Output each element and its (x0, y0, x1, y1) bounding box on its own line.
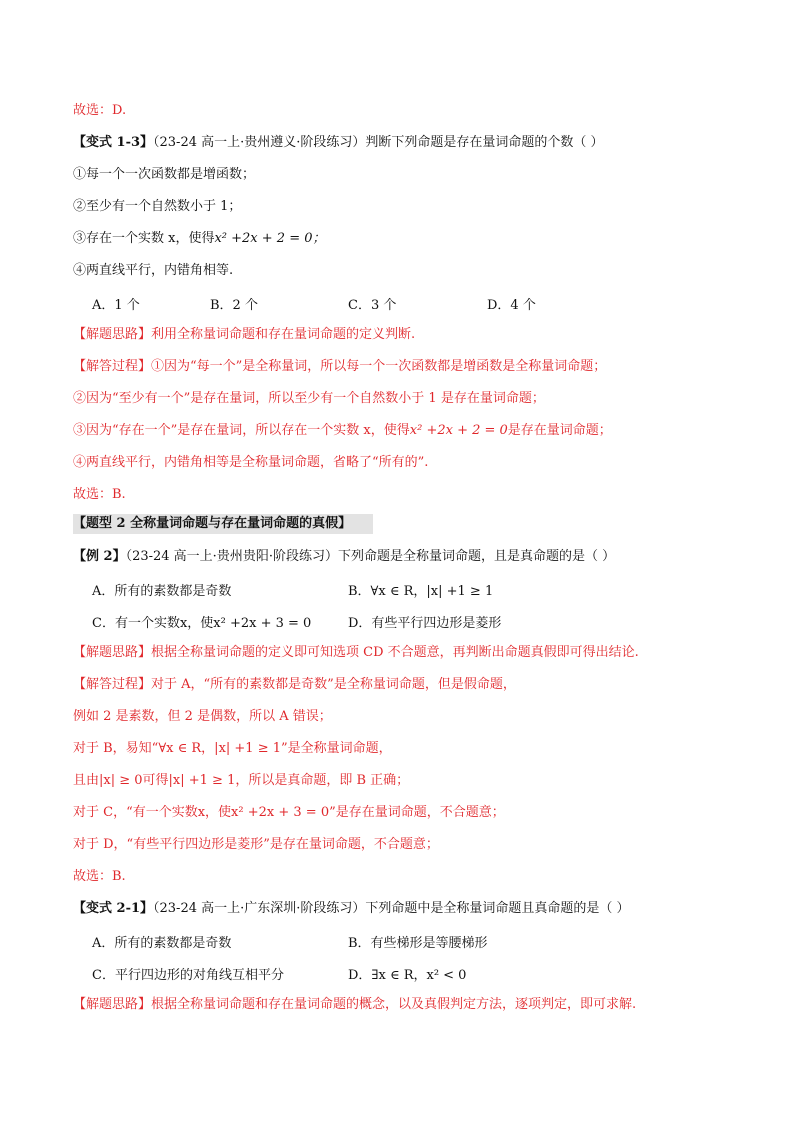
variant-1-3-item-4: ④两直线平行，内错角相等. (73, 263, 234, 278)
variant-1-3-process-3 (73, 422, 754, 440)
example-2-thinking (73, 644, 754, 662)
variant-1-3-option-b: B．2 个 (210, 298, 258, 313)
variant-1-3-process-label: 【解答过程】 (73, 359, 152, 374)
example-2-option-b: B．∀x ∈ R，|x| +1 ≥ 1 (348, 584, 494, 599)
variant-1-3-process-2: ②因为“至少有一个”是存在量词，所以至少有一个自然数小于 1 是存在量词命题； (73, 391, 545, 406)
example-2-process-6: 对于 D，“有些平行四边形是菱形”是存在量词命题，不合题意； (73, 837, 439, 852)
variant-1-3-thinking-text: 利用全称量词命题和存在量词命题的定义判断. (151, 327, 416, 342)
variant-2-1-thinking-text: 根据全称量词命题和存在量词命题的概念，以及真假判定方法，逐项判定，即可求解. (151, 997, 637, 1012)
variant-1-3-item-3 (73, 230, 754, 248)
variant-2-1-thinking (73, 996, 754, 1014)
variant-1-3-process-1 (73, 358, 754, 376)
example-2-process-1-text: 对于 A，“所有的素数都是奇数”是全称量词命题，但是假命题， (151, 677, 516, 692)
variant-1-3-source: （23-24 高一上·贵州遵义·阶段练习） (153, 135, 366, 150)
variant-2-1-option-d: D．∃x ∈ R，x² < 0 (348, 968, 467, 983)
variant-2-1-question (73, 900, 754, 918)
example-2-answer: 故选：B. (73, 869, 126, 884)
variant-1-3-answer: 故选：B. (73, 487, 126, 502)
example-2-process-3: 对于 B，易知“∀x ∈ R，|x| +1 ≥ 1”是全称量词命题， (73, 741, 392, 756)
variant-1-3-item-1: ①每一个一次函数都是增函数； (73, 167, 256, 182)
variant-2-1-option-c: C．平行四边形的对角线互相平分 (92, 968, 284, 983)
variant-1-3-thinking (73, 326, 754, 344)
answer-previous: 故选：D. (73, 103, 127, 118)
type-2-heading: 【题型 2 全称量词命题与存在量词命题的真假】 (73, 516, 352, 531)
variant-2-1-option-b: B．有些梯形是等腰梯形 (348, 936, 488, 951)
example-2-process-label: 【解答过程】 (73, 677, 152, 692)
example-2-process-1 (73, 676, 754, 694)
example-2-process-2: 例如 2 是素数，但 2 是偶数，所以 A 错误； (73, 709, 332, 724)
example-2-option-c: C．有一个实数x，使x² +2x + 3 = 0 (92, 616, 312, 631)
variant-1-3-text: 判断下列命题是存在量词命题的个数（ ） (365, 135, 604, 150)
variant-1-3-process-3-math: x² +2x + 2 = 0 (409, 423, 508, 438)
variant-1-3-question (73, 134, 754, 152)
variant-2-1-source: （23-24 高一上·广东深圳·阶段练习） (153, 901, 366, 916)
example-2-thinking-label: 【解题思路】 (73, 645, 152, 660)
variant-1-3-option-d: D．4 个 (487, 298, 536, 313)
variant-1-3-thinking-label: 【解题思路】 (73, 327, 152, 342)
variant-2-1-text: 下列命题中是全称量词命题且真命题的是（ ） (365, 901, 630, 916)
variant-2-1-option-a: A．所有的素数都是奇数 (92, 936, 232, 951)
variant-1-3-process-3-tail: 是存在量词命题； (507, 423, 612, 438)
variant-2-1-prefix: 【变式 2-1】 (73, 901, 154, 916)
variant-1-3-process-3-text: ③因为“存在一个”是存在量词，所以存在一个实数 x，使得 (73, 423, 410, 438)
variant-1-3-item-3-text: ③存在一个实数 x，使得 (73, 231, 215, 246)
variant-1-3-item-2: ②至少有一个自然数小于 1； (73, 199, 242, 214)
example-2-source: （23-24 高一上·贵州贵阳·阶段练习） (125, 549, 338, 564)
example-2-text: 下列命题是全称量词命题，且是真命题的是（ ） (337, 549, 616, 564)
example-2-option-a: A．所有的素数都是奇数 (92, 584, 232, 599)
example-2-thinking-text: 根据全称量词命题的定义即可知选项 CD 不合题意，再判断出命题真假即可得出结论. (151, 645, 639, 660)
example-2-option-d: D．有些平行四边形是菱形 (348, 616, 502, 631)
variant-1-3-process-4: ④两直线平行，内错角相等是全称量词命题，省略了“所有的”. (73, 455, 429, 470)
example-2-process-4: 且由|x| ≥ 0可得|x| +1 ≥ 1，所以是真命题，即 B 正确； (73, 773, 410, 788)
variant-1-3-option-a: A．1 个 (92, 298, 140, 313)
variant-1-3-process-1-text: ①因为“每一个”是全称量词，所以每一个一次函数都是增函数是全称量词命题； (151, 359, 607, 374)
variant-1-3-option-c: C．3 个 (348, 298, 397, 313)
variant-1-3-prefix: 【变式 1-3】 (73, 135, 154, 150)
example-2-process-5: 对于 C，“有一个实数x，使x² +2x + 3 = 0”是存在量词命题，不合题意； (73, 805, 505, 820)
example-2-prefix: 【例 2】 (73, 549, 126, 564)
variant-2-1-thinking-label: 【解题思路】 (73, 997, 152, 1012)
example-2-question (73, 548, 754, 566)
variant-1-3-item-3-math: x² +2x + 2 = 0； (214, 231, 326, 246)
